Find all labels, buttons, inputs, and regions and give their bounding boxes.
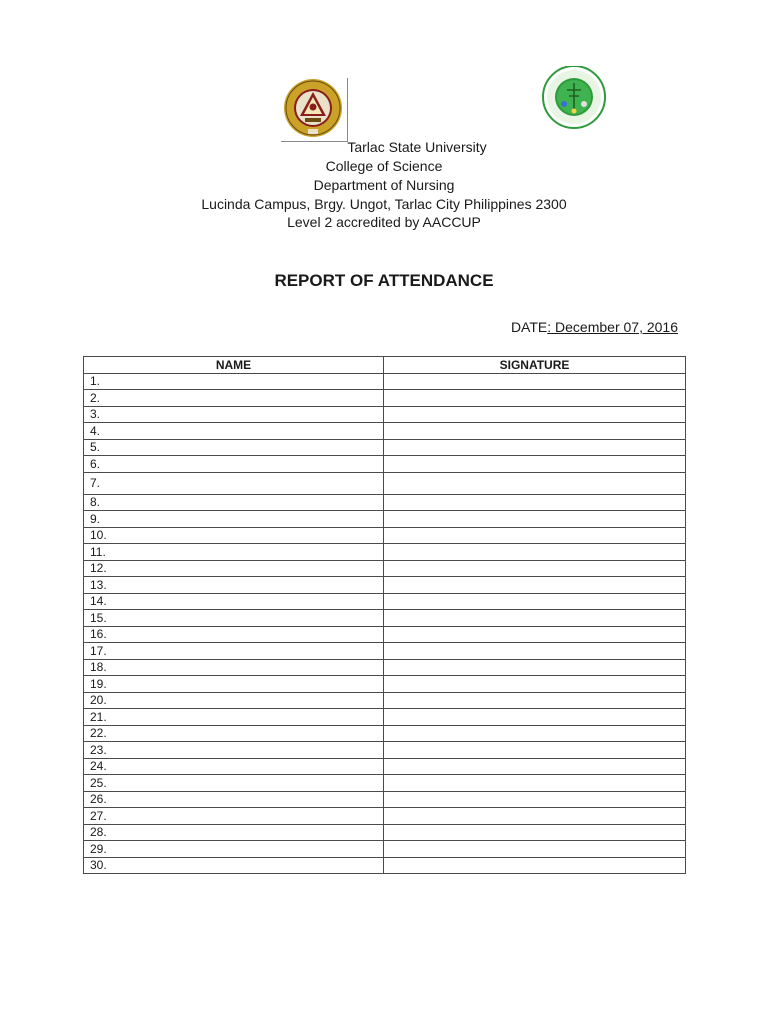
name-cell[interactable]: 30. [84, 857, 384, 874]
name-cell[interactable]: 26. [84, 791, 384, 808]
accreditation-line: Level 2 accredited by AACCUP [287, 214, 481, 230]
university-name: Tarlac State University [347, 139, 487, 155]
table-row [84, 577, 686, 594]
signature-cell[interactable] [384, 527, 686, 544]
table-row [84, 676, 686, 693]
table-row [84, 610, 686, 627]
signature-cell[interactable] [384, 544, 686, 561]
table-row [84, 423, 686, 440]
name-cell[interactable]: 23. [84, 742, 384, 759]
name-cell[interactable]: 4. [84, 423, 384, 440]
name-cell[interactable]: 9. [84, 511, 384, 528]
attendance-table [83, 356, 686, 874]
signature-cell[interactable] [384, 626, 686, 643]
table-row [84, 659, 686, 676]
name-cell[interactable]: 7. [84, 472, 384, 494]
name-cell[interactable]: 20. [84, 692, 384, 709]
date-row [511, 318, 678, 336]
signature-cell[interactable] [384, 791, 686, 808]
name-cell[interactable]: 21. [84, 709, 384, 726]
signature-cell[interactable] [384, 610, 686, 627]
table-row [84, 456, 686, 473]
signature-cell[interactable] [384, 593, 686, 610]
signature-cell[interactable] [384, 390, 686, 407]
table-row [84, 373, 686, 390]
signature-cell[interactable] [384, 857, 686, 874]
signature-cell[interactable] [384, 406, 686, 423]
table-row [84, 593, 686, 610]
signature-cell[interactable] [384, 841, 686, 858]
name-cell[interactable]: 28. [84, 824, 384, 841]
table-row [84, 857, 686, 874]
table-row [84, 742, 686, 759]
table-row [84, 560, 686, 577]
tsu-seal-logo [281, 78, 347, 142]
cos-seal-icon [541, 66, 607, 130]
signature-cell[interactable] [384, 808, 686, 825]
table-row [84, 841, 686, 858]
signature-cell[interactable] [384, 676, 686, 693]
table-row [84, 725, 686, 742]
signature-cell[interactable] [384, 494, 686, 511]
department-name: Department of Nursing [313, 177, 455, 193]
table-row [84, 406, 686, 423]
date-label: DATE [510, 319, 548, 335]
table-row [84, 692, 686, 709]
signature-cell[interactable] [384, 423, 686, 440]
name-cell[interactable]: 14. [84, 593, 384, 610]
signature-cell[interactable] [384, 709, 686, 726]
table-row [84, 527, 686, 544]
signature-cell[interactable] [384, 742, 686, 759]
date-value: : December 07, 2016 [547, 319, 678, 335]
table-header-row [84, 357, 686, 374]
signature-cell[interactable] [384, 758, 686, 775]
name-cell[interactable]: 10. [84, 527, 384, 544]
table-row [84, 709, 686, 726]
name-cell[interactable]: 13. [84, 577, 384, 594]
name-cell[interactable]: 2. [84, 390, 384, 407]
college-of-science-logo [541, 66, 607, 130]
table-row [84, 472, 686, 494]
name-cell[interactable]: 16. [84, 626, 384, 643]
name-cell[interactable]: 18. [84, 659, 384, 676]
column-header-name: NAME [84, 357, 384, 374]
signature-cell[interactable] [384, 692, 686, 709]
table-row [84, 511, 686, 528]
table-row [84, 824, 686, 841]
signature-cell[interactable] [384, 373, 686, 390]
signature-cell[interactable] [384, 577, 686, 594]
signature-cell[interactable] [384, 725, 686, 742]
name-cell[interactable]: 19. [84, 676, 384, 693]
table-row [84, 494, 686, 511]
name-cell[interactable]: 3. [84, 406, 384, 423]
college-name: College of Science [325, 158, 443, 174]
name-cell[interactable]: 24. [84, 758, 384, 775]
signature-cell[interactable] [384, 824, 686, 841]
signature-cell[interactable] [384, 775, 686, 792]
table-row [84, 544, 686, 561]
table-row [84, 808, 686, 825]
name-cell[interactable]: 17. [84, 643, 384, 660]
table-row [84, 791, 686, 808]
seal-frame-vertical [347, 78, 348, 142]
table-row [84, 390, 686, 407]
name-cell[interactable]: 29. [84, 841, 384, 858]
column-header-signature: SIGNATURE [384, 357, 686, 374]
name-cell[interactable]: 11. [84, 544, 384, 561]
name-cell[interactable]: 6. [84, 456, 384, 473]
table-row [84, 626, 686, 643]
signature-cell[interactable] [384, 439, 686, 456]
name-cell[interactable]: 25. [84, 775, 384, 792]
report-title: REPORT OF ATTENDANCE [274, 271, 494, 290]
signature-cell[interactable] [384, 472, 686, 494]
name-cell[interactable]: 8. [84, 494, 384, 511]
table-row [84, 643, 686, 660]
campus-address: Lucinda Campus, Brgy. Ungot, Tarlac City Philippines 2300 [201, 196, 567, 212]
name-cell[interactable]: 27. [84, 808, 384, 825]
signature-cell[interactable] [384, 560, 686, 577]
table-row [84, 439, 686, 456]
table-row [84, 775, 686, 792]
signature-cell[interactable] [384, 511, 686, 528]
attendance-rows [84, 373, 686, 874]
name-cell[interactable]: 22. [84, 725, 384, 742]
signature-cell[interactable] [384, 643, 686, 660]
table-row [84, 758, 686, 775]
name-cell[interactable]: 12. [84, 560, 384, 577]
name-cell[interactable]: 5. [84, 439, 384, 456]
signature-cell[interactable] [384, 456, 686, 473]
tsu-seal-icon [281, 78, 347, 142]
name-cell[interactable]: 1. [84, 373, 384, 390]
signature-cell[interactable] [384, 659, 686, 676]
name-cell[interactable]: 15. [84, 610, 384, 627]
